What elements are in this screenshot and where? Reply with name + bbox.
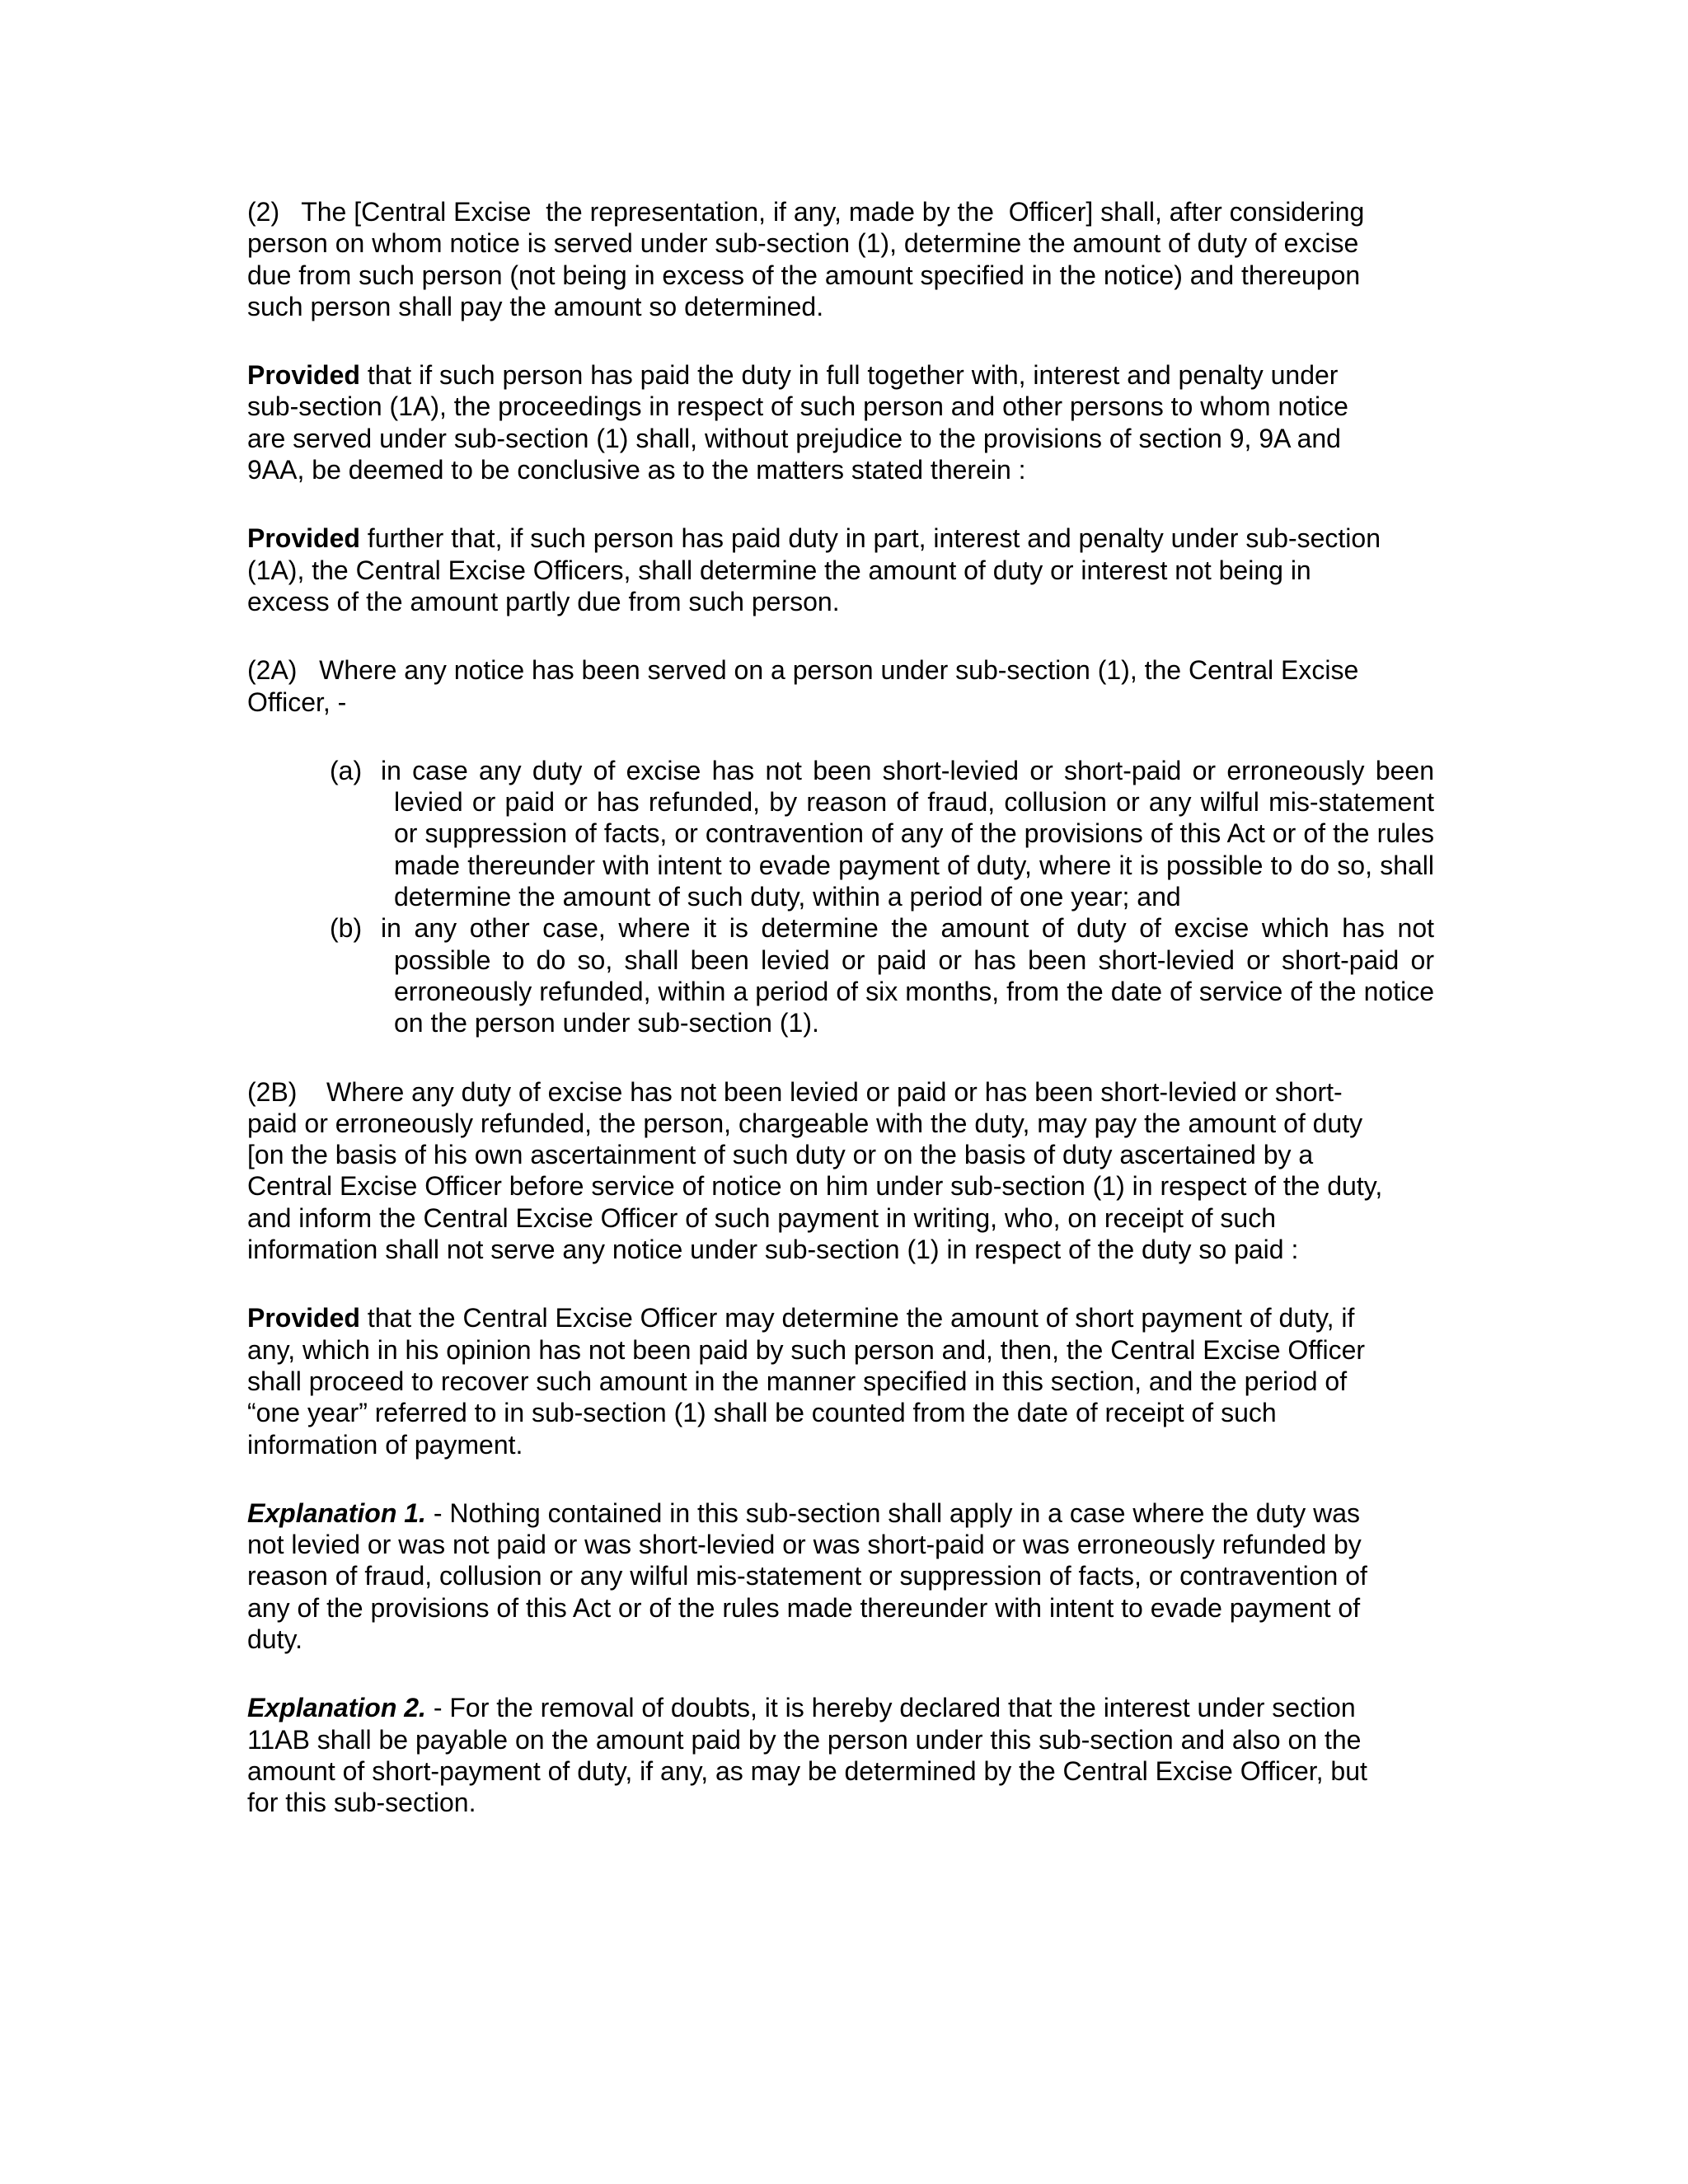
text-line: for this sub-section. <box>247 1788 476 1818</box>
document-page <box>247 196 1434 1818</box>
text-line: and inform the Central Excise Officer of such payment in writing, who, on receipt of such <box>247 1202 1276 1233</box>
text-line: 11AB shall be payable on the amount paid by the person under this sub-section and also on the <box>247 1724 1362 1755</box>
text-line-rest: that if such person has paid the duty in full together with, interest and penalty under <box>359 360 1339 391</box>
text-line: Central Excise Officer before service of notice on him under sub-section (1) in respect of the duty, <box>247 1171 1383 1202</box>
text-line: Officer, - <box>247 687 347 717</box>
text-line: [on the basis of his own ascertainment of such duty or on the basis of duty ascertained by a <box>247 1140 1314 1170</box>
paragraph-explanation-1 <box>247 1497 1434 1655</box>
clause-label: (a) <box>330 755 363 785</box>
explanation-lead: Explanation 1. <box>247 1497 426 1528</box>
paragraph-proviso-3 <box>247 1302 1434 1460</box>
text-line: any of the provisions of this Act or of the rules made thereunder with intent to evade payment of <box>247 1592 1361 1623</box>
text-line: “one year” referred to in sub-section (1) shall be counted from the date of receipt of such <box>247 1398 1277 1428</box>
text-line: excess of the amount partly due from such person. <box>247 586 840 616</box>
paragraph-proviso-2 <box>247 523 1434 617</box>
paragraph-subsection-2a <box>247 654 1434 718</box>
clause-a <box>330 755 1434 912</box>
clause-list <box>330 755 1434 1039</box>
text-line: information of payment. <box>247 1429 523 1460</box>
text-line: (2B) Where any duty of excise has not been levied or paid or has been short-levied or short- <box>247 1076 1343 1107</box>
text-line: paid or erroneously refunded, the person, chargeable with the duty, may pay the amount of duty <box>247 1108 1363 1138</box>
text-line: (2A) Where any notice has been served on a person under sub-section (1), the Central Excise <box>247 655 1359 686</box>
text-line-rest: - Nothing contained in this sub-section shall apply in a case where the duty was <box>425 1497 1361 1528</box>
text-line: (2) The [Central Excise the representation, if any, made by the Officer] shall, after considering <box>247 197 1365 227</box>
clause-text: in case any duty of excise has not been short-levied or short-paid or erroneously been levied or paid or has refunded, by reason of fraud, collusion or any wilful mis-statement or suppression of facts, or contravention of any of the provisions of this Act or of the rules made thereunder with intent to evade payment of duty, where it is possible to do so, shall determine the amount of such duty, within a period of one year; and <box>381 755 1434 912</box>
clause-label: (b) <box>330 913 363 944</box>
text-line: amount of short-payment of duty, if any, as may be determined by the Central Excise Officer, but <box>247 1755 1367 1786</box>
text-line-rest: further that, if such person has paid duty in part, interest and penalty under sub-section <box>359 523 1381 554</box>
text-line: sub-section (1A), the proceedings in respect of such person and other persons to whom notice <box>247 391 1348 422</box>
proviso-lead: Provided <box>247 360 360 391</box>
text-line: such person shall pay the amount so determined. <box>247 291 824 321</box>
text-line-rest: - For the removal of doubts, it is hereby declared that the interest under section <box>425 1693 1356 1723</box>
text-line <box>247 1692 1434 1723</box>
paragraph-subsection-2b <box>247 1076 1434 1266</box>
proviso-lead: Provided <box>247 523 360 554</box>
text-line: person on whom notice is served under sub-section (1), determine the amount of duty of excise <box>247 228 1359 259</box>
text-line: shall proceed to recover such amount in the manner specified in this section, and the period of <box>247 1366 1348 1396</box>
text-line: duty. <box>247 1624 302 1654</box>
text-line <box>247 359 1434 391</box>
text-line <box>247 1497 1434 1529</box>
text-line: (1A), the Central Excise Officers, shall determine the amount of duty or interest not being in <box>247 555 1311 585</box>
explanation-lead: Explanation 2. <box>247 1693 426 1723</box>
text-line: reason of fraud, collusion or any wilful mis-statement or suppression of facts, or contravention of <box>247 1561 1367 1591</box>
text-line <box>247 1302 1434 1333</box>
text-line: are served under sub-section (1) shall, without prejudice to the provisions of section 9, 9A and <box>247 423 1341 453</box>
text-line: 9AA, be deemed to be conclusive as to the matters stated therein : <box>247 455 1026 485</box>
text-line: information shall not serve any notice under sub-section (1) in respect of the duty so paid : <box>247 1235 1299 1265</box>
paragraph-explanation-2 <box>247 1692 1434 1818</box>
text-line-rest: that the Central Excise Officer may determine the amount of short payment of duty, if <box>359 1303 1355 1333</box>
paragraph-subsection-2 <box>247 196 1434 322</box>
text-line <box>247 523 1434 554</box>
text-line: any, which in his opinion has not been paid by such person and, then, the Central Excise Officer <box>247 1334 1366 1365</box>
clause-text: in any other case, where it is determine the amount of duty of excise which has not possible to do so, shall been levied or paid or has been short-levied or short-paid or erroneously refunded, within a period of six months, from the date of service of the notice on the person under sub-section (1). <box>381 913 1434 1038</box>
paragraph-proviso-1 <box>247 359 1434 485</box>
clause-b <box>330 912 1434 1038</box>
text-line: due from such person (not being in excess of the amount specified in the notice) and thereupon <box>247 260 1361 290</box>
text-line: not levied or was not paid or was short-levied or was short-paid or was erroneously refunded by <box>247 1530 1362 1560</box>
proviso-lead: Provided <box>247 1303 360 1333</box>
